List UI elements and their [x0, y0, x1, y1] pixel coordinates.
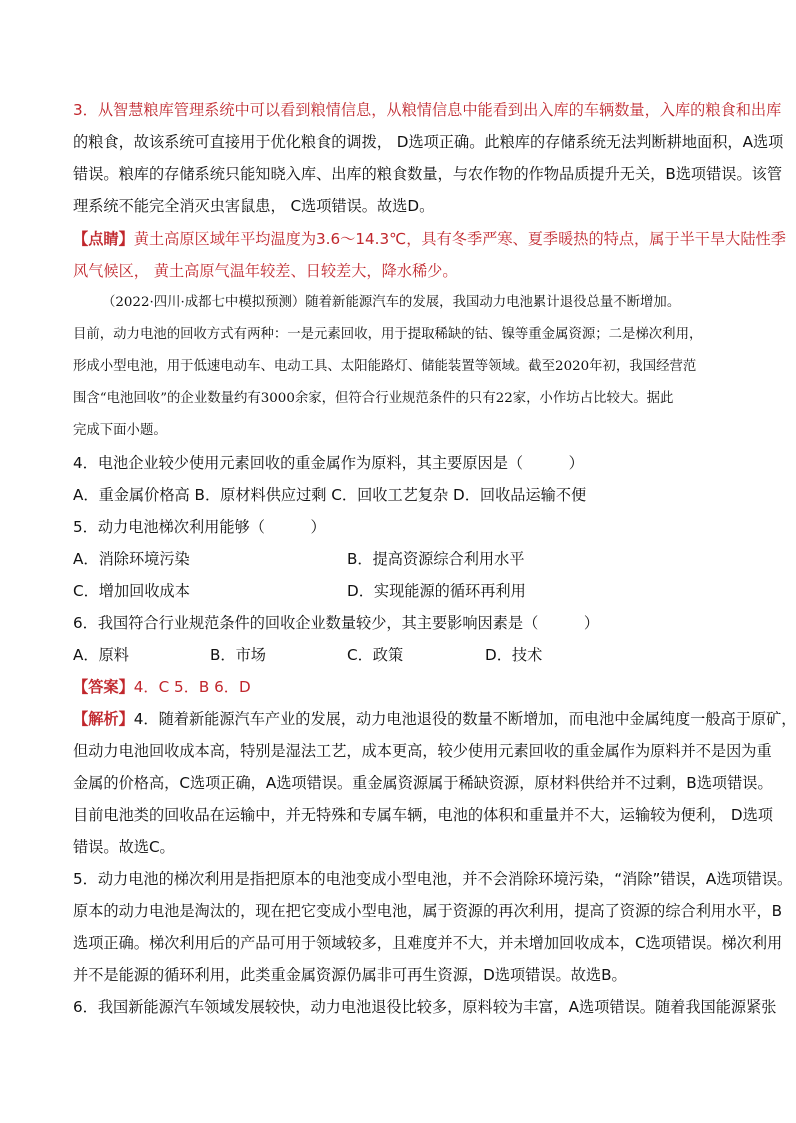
dianjing-tag: 【点睛】	[73, 230, 134, 248]
analysis-q4-line: 目前电池类的回收品在运输中，并无特殊和专属车辆，电池的体积和重量并不大，运输较为便利， D选项	[73, 806, 773, 824]
analysis-q3-line: 的粮食，故该系统可直接用于优化粮食的调拨， D选项正确。此粮库的存储系统无法判断耕地面积，A选项	[73, 133, 784, 151]
question-6-option-b: B．市场	[210, 646, 266, 664]
question-6-stem: 6．我国符合行业规范条件的回收企业数量较少，其主要影响因素是（ ）	[73, 614, 600, 632]
question-6-option-c: C．政策	[347, 646, 404, 664]
analysis-line	[73, 709, 796, 729]
analysis-q4-line: 金属的价格高，C选项正确，A选项错误。重金属资源属于稀缺资源，原材料供给并不过剩，B选项错误。	[73, 774, 773, 792]
analysis-q3-line: 3．从智慧粮库管理系统中可以看到粮情信息，从粮情信息中能看到出入库的车辆数量，入库的粮食和出库	[73, 101, 782, 119]
question-4-options: A．重金属价格高 B．原材料供应过剩 C．回收工艺复杂 D．回收品运输不便	[73, 486, 587, 504]
question-4-stem: 4．电池企业较少使用元素回收的重金属作为原料，其主要原因是（ ）	[73, 454, 584, 472]
dianjing-line	[73, 229, 786, 249]
material-line: 完成下面小题。	[73, 423, 167, 438]
material-line: 围含“电池回收”的企业数量约有3000余家，但符合行业规范条件的只有22家，小作坊占比较大。据此	[73, 391, 674, 406]
analysis-q4-line: 错误。故选C。	[73, 838, 175, 856]
question-5-stem: 5．动力电池梯次利用能够（ ）	[73, 518, 326, 536]
analysis-q4-line: 但动力电池回收成本高，特别是湿法工艺，成本更高，较少使用元素回收的重金属作为原料并不是因为重	[73, 742, 772, 760]
question-5-option-a: A．消除环境污染	[73, 550, 190, 568]
material-line: 形成小型电池，用于低速电动车、电动工具、太阳能路灯、储能装置等领域。截至2020年初，我国经营范	[73, 359, 697, 374]
analysis-q3-line: 错误。粮库的存储系统只能知晓入库、出库的粮食数量，与农作物的作物品质提升无关，B选项错误。该管	[73, 165, 783, 183]
analysis-q5-line: 原本的动力电池是淘汰的，现在把它变成小型电池，属于资源的再次利用，提高了资源的综合利用水平，B	[73, 902, 783, 920]
material-line: （2022·四川·成都七中模拟预测）随着新能源汽车的发展，我国动力电池累计退役总量不断增加。	[102, 295, 681, 310]
question-6-option-d: D．技术	[485, 646, 543, 664]
analysis-tag: 【解析】	[73, 710, 134, 728]
analysis-q3-line: 理系统不能完全消灭虫害鼠患， C选项错误。故选D。	[73, 197, 435, 215]
analysis-q4-text: 4．随着新能源汽车产业的发展，动力电池退役的数量不断增加，而电池中金属纯度一般高于原矿，	[133, 710, 796, 728]
analysis-q5-line: 并不是能源的循环利用，此类重金属资源仍属非可再生资源，D选项错误。故选B。	[73, 966, 627, 984]
answer-tag: 【答案】	[73, 678, 134, 696]
dianjing-text: 黄土高原区域年平均温度为3.6～14.3℃，具有冬季严寒、夏季暖热的特点，属于半干旱大陆性季	[133, 230, 786, 248]
analysis-q5-line: 5．动力电池的梯次利用是指把原本的电池变成小型电池，并不会消除环境污染，“消除”错误，A选项错误。	[73, 870, 793, 888]
question-5-option-c: C．增加回收成本	[73, 582, 190, 600]
material-line: 目前，动力电池的回收方式有两种：一是元素回收，用于提取稀缺的钴、镍等重金属资源；二是梯次利用，	[73, 327, 703, 342]
answer-text: 4．C 5．B 6．D	[133, 678, 251, 696]
dianjing-line: 风气候区， 黄土高原气温年较差、日较差大，降水稀少。	[73, 262, 458, 280]
analysis-q5-line: 选项正确。梯次利用后的产品可用于领域较多，且难度并不大，并未增加回收成本，C选项错误。梯次利用	[73, 934, 783, 952]
analysis-q6-line: 6．我国新能源汽车领域发展较快，动力电池退役比较多，原料较为丰富，A选项错误。随着我国能源紧张	[73, 998, 777, 1016]
question-6-option-a: A．原料	[73, 646, 129, 664]
question-5-option-b: B．提高资源综合利用水平	[347, 550, 525, 568]
question-5-option-d: D．实现能源的循环再利用	[347, 582, 526, 600]
answer-line	[73, 677, 723, 697]
